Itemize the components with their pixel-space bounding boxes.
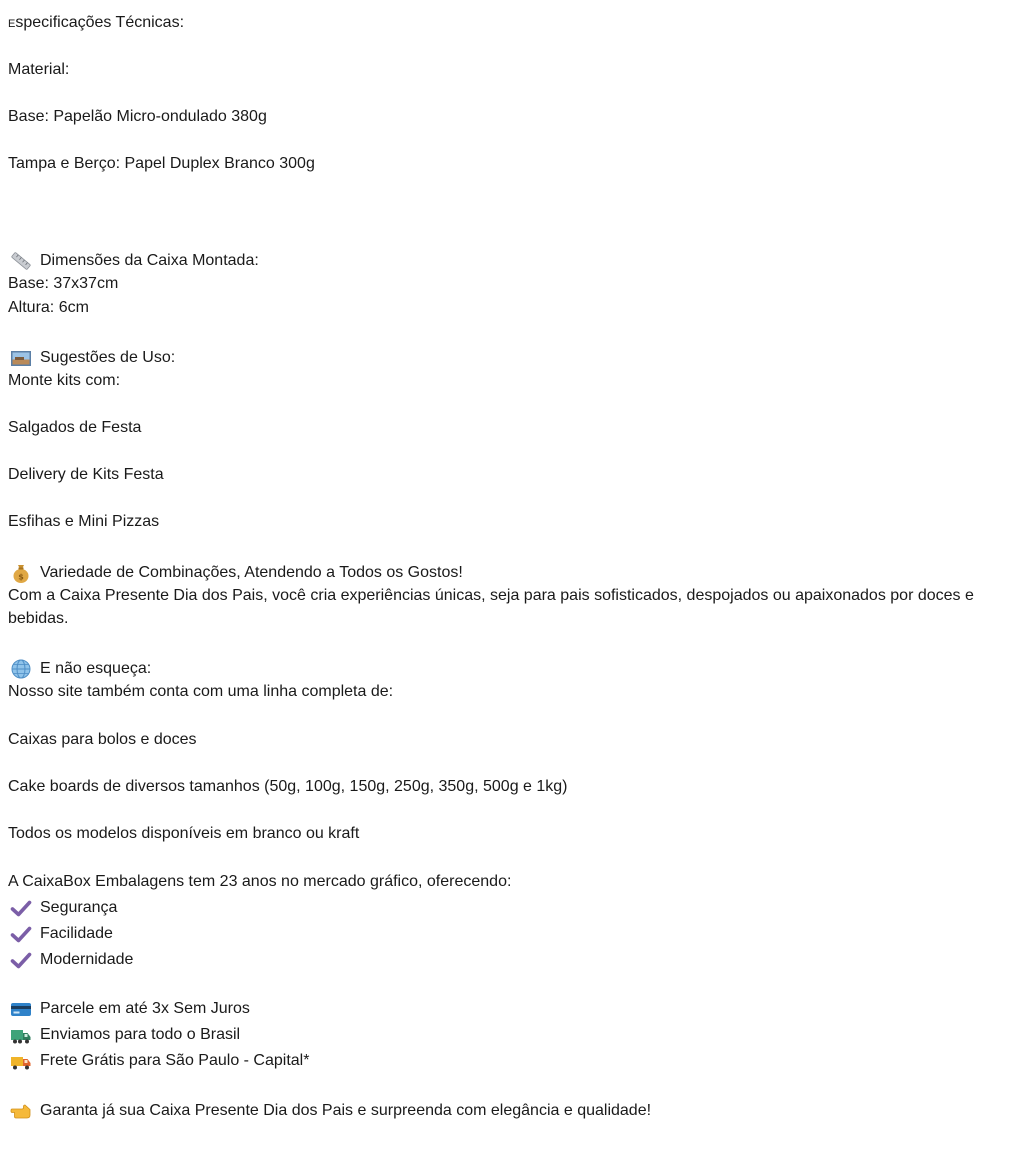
reminder-intro: Nosso site também conta com uma linha completa de: xyxy=(8,683,394,700)
reminder-item: Caixas para bolos e doces xyxy=(8,731,197,748)
usage-intro: Monte kits com: xyxy=(8,372,121,389)
truck-icon xyxy=(10,1024,32,1046)
benefit-label: Facilidade xyxy=(40,925,113,942)
material-tampa: Tampa e Berço: Papel Duplex Branco 300g xyxy=(8,155,315,172)
dimensions-altura: Altura: 6cm xyxy=(8,299,89,316)
benefit-row xyxy=(10,896,117,919)
usage-item: Esfihas e Mini Pizzas xyxy=(8,513,160,530)
check-mark-icon xyxy=(10,949,32,971)
credit-card-icon xyxy=(10,998,32,1020)
picture-icon xyxy=(10,347,32,369)
benefit-row xyxy=(10,922,113,945)
reminder-item: Cake boards de diversos tamanhos (50g, 100g, 150g, 250g, 350g, 500g e 1kg) xyxy=(8,778,568,795)
dimensions-heading: Dimensões da Caixa Montada: xyxy=(40,252,259,269)
reminder-heading-row xyxy=(10,657,151,680)
variety-heading: Variedade de Combinações, Atendendo a Todos os Gostos! xyxy=(40,564,463,581)
benefit-label: Modernidade xyxy=(40,951,134,968)
cta-row xyxy=(10,1099,651,1122)
usage-heading: Sugestões de Uso: xyxy=(40,349,176,366)
reminder-heading: E não esqueça: xyxy=(40,660,152,677)
specs-title-initial: E xyxy=(8,18,16,30)
shipping-row xyxy=(10,997,250,1020)
material-label: Material: xyxy=(8,61,70,78)
company-text: A CaixaBox Embalagens tem 23 anos no mercado gráfico, oferecendo: xyxy=(8,873,512,890)
dimensions-heading-row xyxy=(10,249,259,272)
pointing-hand-icon xyxy=(10,1100,32,1122)
check-mark-icon xyxy=(10,897,32,919)
ruler-icon xyxy=(10,250,32,272)
check-mark-icon xyxy=(10,923,32,945)
specs-title xyxy=(8,11,184,36)
usage-item: Salgados de Festa xyxy=(8,419,142,436)
benefit-label: Segurança xyxy=(40,899,118,916)
shipping-row xyxy=(10,1049,309,1072)
material-base: Base: Papelão Micro-ondulado 380g xyxy=(8,108,267,125)
specs-title-rest: specificações Técnicas: xyxy=(15,14,185,31)
reminder-item: Todos os modelos disponíveis em branco ou kraft xyxy=(8,825,360,842)
usage-heading-row xyxy=(10,346,175,369)
globe-icon xyxy=(10,658,32,680)
usage-item: Delivery de Kits Festa xyxy=(8,466,164,483)
shipping-row xyxy=(10,1023,240,1046)
cta-text: Garanta já sua Caixa Presente Dia dos Pais e surpreenda com elegância e qualidade! xyxy=(40,1102,652,1119)
variety-heading-row xyxy=(10,561,463,584)
dimensions-base: Base: 37x37cm xyxy=(8,275,119,292)
delivery-truck-icon xyxy=(10,1050,32,1072)
svg-text:$: $ xyxy=(18,572,24,581)
variety-text: Com a Caixa Presente Dia dos Pais, você cria experiências únicas, seja para pais sofisticados, despojados ou apaixonados por doces e bebidas. xyxy=(8,587,974,627)
shipping-text: Frete Grátis para São Paulo - Capital* xyxy=(40,1052,310,1069)
money-bag-icon xyxy=(10,562,32,584)
shipping-text: Parcele em até 3x Sem Juros xyxy=(40,1000,250,1017)
benefit-row xyxy=(10,948,133,971)
shipping-text: Enviamos para todo o Brasil xyxy=(40,1026,241,1043)
